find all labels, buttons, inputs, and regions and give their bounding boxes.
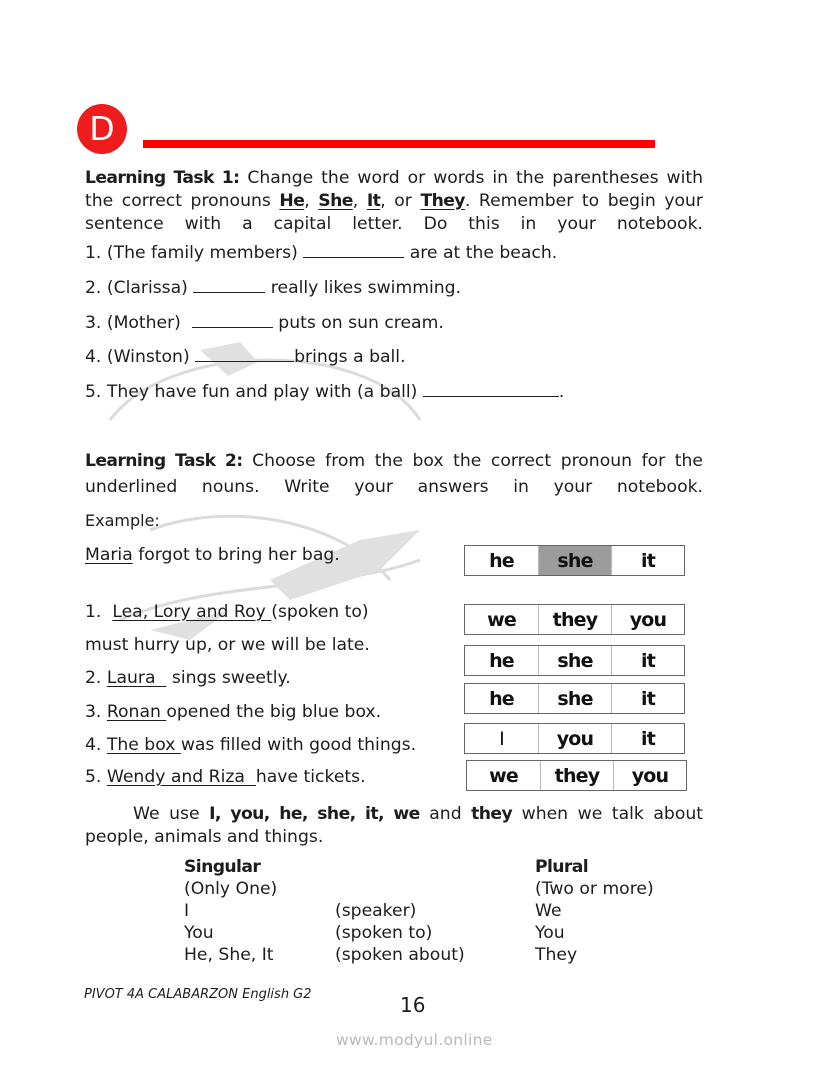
sentence-rest: have tickets. xyxy=(255,767,366,787)
task2-item-1 xyxy=(85,602,369,622)
plural-pronoun: We xyxy=(535,901,562,921)
option-we[interactable]: we xyxy=(487,608,516,631)
item-text: 3. (Mother) xyxy=(85,313,192,333)
item-4-options xyxy=(464,723,685,754)
task1-instructions xyxy=(85,167,703,236)
task1-item-2 xyxy=(85,277,461,298)
underlined-noun: Maria xyxy=(85,545,133,565)
section-header-rule xyxy=(143,140,655,148)
role-column xyxy=(335,900,465,966)
option-she-selected[interactable]: she xyxy=(538,546,611,575)
option-they[interactable]: they xyxy=(538,605,611,634)
task1-item-1 xyxy=(85,242,557,263)
item-number: 3. xyxy=(85,702,107,722)
task2-instructions xyxy=(85,448,703,500)
sentence-rest: opened the big blue box. xyxy=(166,702,382,722)
page-number: 16 xyxy=(400,993,426,1017)
task2-item-3 xyxy=(85,702,381,722)
option-it[interactable]: it xyxy=(611,684,684,713)
answer-blank xyxy=(195,346,294,362)
item-text: brings a ball. xyxy=(294,347,406,367)
example-sentence xyxy=(85,545,340,565)
note-text: and xyxy=(419,804,472,824)
item-number: 2. xyxy=(85,668,107,688)
task1-item-3 xyxy=(85,312,444,333)
task2-title: Learning Task 2: xyxy=(85,451,243,471)
option-you[interactable]: you xyxy=(538,724,611,753)
pronoun-role: (spoken about) xyxy=(335,945,465,965)
answer-blank xyxy=(423,381,559,397)
pronoun-she: She xyxy=(318,191,353,211)
item-number: 5. xyxy=(85,767,107,787)
option-they[interactable]: they xyxy=(540,761,613,790)
task1-intro-text: Change the word or words in the parentheses with the correct pronouns xyxy=(85,168,703,211)
option-she[interactable]: she xyxy=(538,684,611,713)
example-label: Example: xyxy=(85,511,160,530)
task2-item-2 xyxy=(85,668,291,688)
note-bold-they: they xyxy=(471,804,513,824)
task1-item-4 xyxy=(85,346,406,367)
note-bold-pronouns: I, you, he, she, it, we xyxy=(209,804,420,824)
item-text: are at the beach. xyxy=(404,243,558,263)
sentence-rest: sings sweetly. xyxy=(166,668,291,688)
pronoun-role: (spoken to) xyxy=(335,923,433,943)
item-number: 1. xyxy=(85,602,113,622)
pronoun-he: He xyxy=(279,191,305,211)
option-he[interactable]: he xyxy=(489,687,514,710)
singular-subheader: (Only One) xyxy=(184,879,278,899)
item-text: 4. (Winston) xyxy=(85,347,196,367)
option-it[interactable]: it xyxy=(611,724,684,753)
sentence-rest: forgot to bring her bag. xyxy=(132,545,340,565)
option-he[interactable]: he xyxy=(489,549,514,572)
option-it[interactable]: it xyxy=(611,646,684,675)
underlined-noun: Laura xyxy=(106,668,167,688)
item-number: 4. xyxy=(85,735,107,755)
sentence-rest: was filled with good things. xyxy=(180,735,417,755)
singular-pronoun: He, She, It xyxy=(184,945,274,965)
example-options xyxy=(464,545,685,576)
pronoun-it: It xyxy=(366,191,381,211)
sentence-rest: (spoken to) xyxy=(271,602,369,622)
separator: , or xyxy=(380,191,421,211)
pronoun-they: They xyxy=(420,191,465,211)
underlined-noun: The box xyxy=(106,735,181,755)
item-text: 2. (Clarissa) xyxy=(85,278,194,298)
option-i[interactable]: I xyxy=(499,727,504,750)
underlined-noun: Ronan xyxy=(106,702,167,722)
answer-blank xyxy=(192,312,273,328)
pronoun-role: (speaker) xyxy=(335,901,417,921)
item-text: 1. (The family members) xyxy=(85,243,304,263)
task2-item-1-continued: must hurry up, or we will be late. xyxy=(85,635,370,655)
task2-intro-text: Choose from the box the correct pronoun for the underlined nouns. Write your answers in your notebook. xyxy=(85,451,703,497)
task1-item-5 xyxy=(85,381,564,402)
task1-intro-text-2: . Remember to begin your sentence with a capital letter. Do this in your notebook. xyxy=(85,191,703,234)
option-he[interactable]: he xyxy=(489,649,514,672)
item-2-options xyxy=(464,645,685,676)
item-3-options xyxy=(464,683,685,714)
option-we[interactable]: we xyxy=(489,764,518,787)
separator: , xyxy=(304,191,319,211)
item-text: . xyxy=(558,382,565,402)
separator: , xyxy=(352,191,367,211)
footer-source: PIVOT 4A CALABARZON English G2 xyxy=(84,987,312,1002)
note-text: We use xyxy=(133,804,210,824)
item-text: really likes swimming. xyxy=(265,278,461,298)
plural-subheader: (Two or more) xyxy=(535,879,654,899)
task2-item-4 xyxy=(85,735,416,755)
singular-header: Singular xyxy=(184,857,261,877)
item-text: 5. They have fun and play with (a ball) xyxy=(85,382,423,402)
section-letter-badge: D xyxy=(77,104,127,154)
underlined-noun: Lea, Lory and Roy xyxy=(112,602,272,622)
option-she[interactable]: she xyxy=(538,646,611,675)
pronoun-usage-note xyxy=(85,803,703,849)
plural-header: Plural xyxy=(535,857,589,877)
option-you[interactable]: you xyxy=(613,761,686,790)
option-you[interactable]: you xyxy=(611,605,684,634)
task2-item-5 xyxy=(85,767,366,787)
singular-pronoun: I xyxy=(184,901,190,921)
option-it[interactable]: it xyxy=(611,546,684,575)
site-watermark: www.modyul.online xyxy=(336,1031,493,1049)
note-text: when we talk about people, animals and things. xyxy=(85,804,703,847)
underlined-noun: Wendy and Riza xyxy=(106,767,256,787)
singular-column xyxy=(184,856,277,966)
item-1-options xyxy=(464,604,685,635)
plural-column xyxy=(535,856,654,966)
plural-pronoun: You xyxy=(535,923,565,943)
answer-blank xyxy=(193,277,265,293)
item-5-options xyxy=(466,760,687,791)
plural-pronoun: They xyxy=(535,945,578,965)
answer-blank xyxy=(303,242,404,258)
singular-pronoun: You xyxy=(184,923,214,943)
item-text: puts on sun cream. xyxy=(272,313,444,333)
task1-title: Learning Task 1: xyxy=(85,168,240,188)
